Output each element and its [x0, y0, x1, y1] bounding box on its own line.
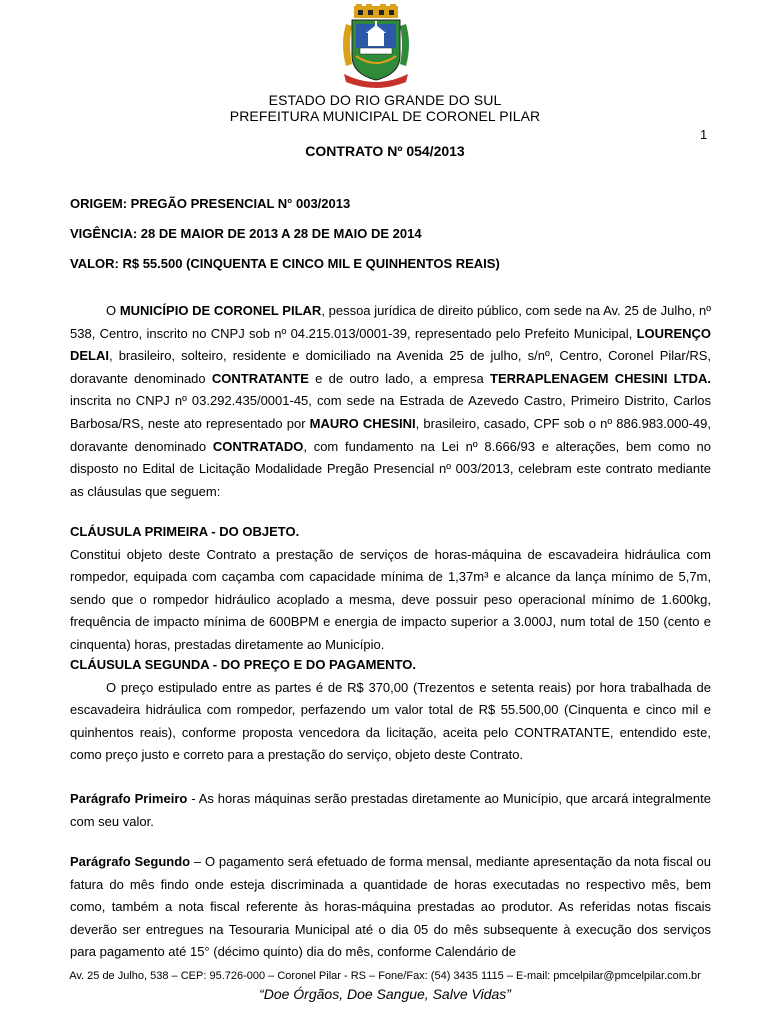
state-heading: ESTADO DO RIO GRANDE DO SUL [268, 92, 502, 108]
municipality-name: MUNICÍPIO DE CORONEL PILAR [119, 303, 322, 318]
representative-name: MAURO CHESINI [309, 415, 416, 431]
clause-second [70, 654, 711, 767]
intro-text: inscrita no CNPJ nº 03.292.435/0001-45, com sede na Estrada de Azevedo Castro, Primeiro Distrito, Carlos Barbosa/RS, neste ato representado por [70, 393, 711, 431]
footer-slogan: “Doe Órgãos, Doe Sangue, Salve Vidas” [259, 986, 511, 1002]
intro-text: , pessoa jurídica de direito público, com sede na Av. 25 de Julho, nº 538, Centro, inscrito no CNPJ sob nº 04.215.013/0001-39, representado pelo Prefeito Municipal, [70, 303, 711, 341]
contract-intro-paragraph [70, 300, 711, 503]
intro-text: O [106, 303, 120, 318]
intro-text: , com fundamento na Lei nº 8.666/93 e alterações, bem como no disposto no Edital de Licitação Modalidade Pregão Presencial nº 003/2013, celebram este contrato mediante as cláusulas que seguem: [70, 438, 711, 499]
contracted-party-label: CONTRATADO [212, 438, 304, 454]
clause-first [70, 521, 711, 657]
paragraph-first [70, 788, 711, 833]
company-name: TERRAPLENAGEM CHESINI LTDA. [490, 370, 711, 386]
intro-text: e de outro lado, a empresa [308, 370, 490, 386]
mayor-name: LOURENÇO DELAI [70, 325, 711, 364]
clause-second-title: CLÁUSULA SEGUNDA - DO PREÇO E DO PAGAMENTO. [70, 657, 416, 672]
paragraph-first-label: Parágrafo Primeiro [70, 791, 188, 806]
contract-validity: VIGÊNCIA: 28 DE MAIOR DE 2013 A 28 DE MAIO DE 2014 [70, 226, 422, 241]
clause-first-title: CLÁUSULA PRIMEIRA - DO OBJETO. [70, 524, 300, 539]
contract-title: CONTRATO Nº 054/2013 [305, 143, 465, 159]
intro-text: , brasileiro, casado, CPF sob o nº 886.983.000-49, doravante denominado [70, 415, 711, 454]
municipal-coat-of-arms-icon [340, 4, 412, 90]
contract-value: VALOR: R$ 55.500 (CINQUENTA E CINCO MIL E QUINHENTOS REAIS) [70, 256, 500, 271]
footer-address: Av. 25 de Julho, 538 – CEP: 95.726-000 – Coronel Pilar - RS – Fone/Fax: (54) 3435 1115 – E-mail: pmcelpilar@pmcelpilar.com.br [69, 970, 701, 982]
prefecture-heading: PREFEITURA MUNICIPAL DE CORONEL PILAR [229, 108, 541, 124]
page-number: 1 [700, 127, 708, 142]
intro-text: , brasileiro, solteiro, residente e domiciliado na Avenida 25 de julho, s/nº, Centro, Coronel Pilar/RS, doravante denominado [70, 348, 711, 386]
paragraph-first-text: - As horas máquinas serão prestadas diretamente ao Município, que arcará integralmente com seu valor. [70, 791, 711, 829]
clause-second-text: O preço estipulado entre as partes é de R$ 370,00 (Trezentos e setenta reais) por hora trabalhada de escavadeira hidráulica com rompedor, perfazendo um valor total de R$ 55.500,00 (Cinquenta e cinco mil e quinhentos reais), conforme proposta vencedora da licitação, aceita pelo CONTRATANTE, entendido este, como preço justo e correto para a prestação do serviço, objeto deste Contrato. [70, 679, 711, 763]
paragraph-second-text: – O pagamento será efetuado de forma mensal, mediante apresentação da nota fiscal ou fatura do mês findo onde esteja discriminada a quantidade de horas executadas no respectivo mês, bem como, também a nota fiscal referente às horas-máquina prestadas ao produtor. As referidas notas fiscais deverão ser entregues na Tesouraria Municipal até o dia 05 do mês subsequente à execução dos serviços para pagamento até 15° (décimo quinto) dia do mês, conforme Calendário de [70, 854, 711, 960]
clause-first-text: Constitui objeto deste Contrato a prestação de serviços de horas-máquina de escavadeira hidráulica com rompedor, equipada com caçamba com capacidade mínima de 1,37m³ e alcance da lança mínimo de 5,7m, sendo que o rompedor hidráulico acoplado a mesma, deve possuir peso operacional mínimo de 1.600kg, frequência de impacto mínima de 600BPM e energia de impacto superior a 3.000J, num total de 150 (cento e cinquenta) horas, prestadas diretamente ao Município. [70, 546, 711, 652]
contract-origin: ORIGEM: PREGÃO PRESENCIAL N° 003/2013 [70, 196, 351, 211]
paragraph-second-label: Parágrafo Segundo [70, 854, 191, 869]
contractor-party-label: CONTRATANTE [211, 370, 309, 386]
paragraph-second [70, 851, 711, 964]
